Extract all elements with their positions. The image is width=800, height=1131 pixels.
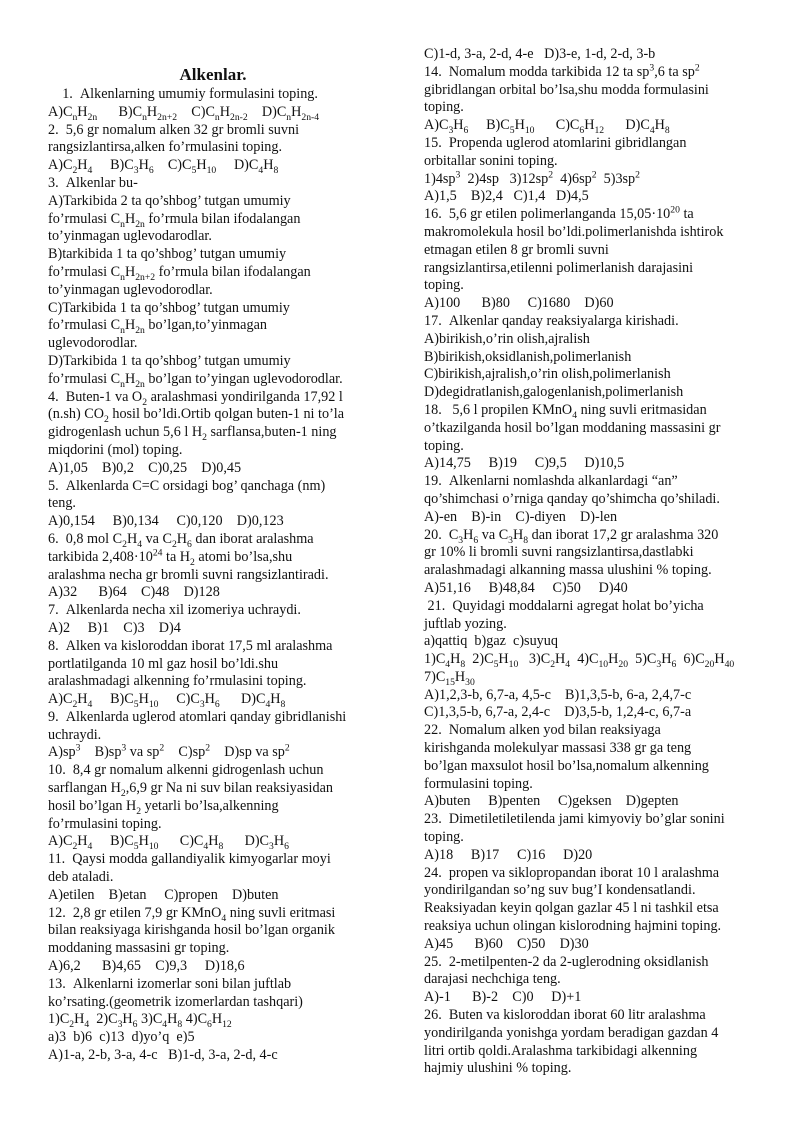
text-line: uglevodorodlar. <box>48 335 138 352</box>
text-line: rangsizlantirsa,alken fo’rmulasini toping. <box>48 139 283 156</box>
text-line: 6. 0,8 mol $C_2H_4$ va $C_2H_6$ dan iborat aralashma <box>48 530 314 550</box>
text-line: A)Tarkibida 2 ta qo’shbog’ tutgan umumiy <box>48 192 291 209</box>
text-line: 12. 2,8 gr etilen 7,9 gr KMnO$_4$ ning suvli eritmasi <box>48 904 336 924</box>
text-line: A)51,16 B)48,84 C)50 D)40 <box>424 579 628 596</box>
text-line: A)birikish,o’rin olish,ajralish <box>424 330 590 347</box>
text-line: bilan reaksiyaga kirishganda hosil bo’lgan organik <box>48 922 335 939</box>
text-line: $1)4sp^3$ 2)4sp $3)12sp^2$ $4)6sp^2$ $5)3sp^2$ <box>424 168 640 187</box>
text-line: moddaning massasini gr toping. <box>48 940 230 957</box>
text-line: 26. Buten va kisloroddan iborat 60 litr aralashma <box>424 1007 706 1024</box>
left-column <box>48 46 378 1065</box>
text-line: sarflangan $H_2,6,9$ gr Na ni suv bilan reaksiyasidan <box>48 780 333 799</box>
text-line: A)etilen B)etan C)propen D)buten <box>48 886 279 903</box>
text-line: D)Tarkibida 1 ta qo’shbog’ tutgan umumiy <box>48 352 291 369</box>
text-line: C)1-d, 3-a, 2-d, 4-e D)3-e, 1-d, 2-d, 3-b <box>424 46 656 62</box>
text-line: a)qattiq b)gaz c)suyuq <box>424 633 558 650</box>
text-line: a)3 b)6 c)13 d)yo’q e)5 <box>48 1029 195 1046</box>
text-line: yondirilganda yonishga yordam beradigan gazdan 4 <box>424 1024 719 1041</box>
text-line: bo’lgan maxsulot hosil bo’lsa,nomalum alkenning <box>424 757 709 774</box>
text-line: orbitallar sonini toping. <box>424 152 558 169</box>
text-line: 22. Nomalum alken yod bilan reaksiyaga <box>424 722 661 739</box>
text-line: $A)C_2H_4$ $B)C_3H_6$ $C)C_5H_{10}$ $D)C_4H_8$ <box>48 157 279 177</box>
text-line: A)buten B)penten C)geksen D)gepten <box>424 793 679 810</box>
text-line: toping. <box>424 99 464 116</box>
text-line: gidrogenlash uchun 5,6 l $H_2$ sarflansa,buten-1 ning <box>48 424 337 443</box>
text-line: 7. Alkenlarda necha xil izomeriya uchraydi. <box>48 602 301 619</box>
text-line: 4. Buten-1 va $O_2$ aralashmasi yondirilganda 17,92 l <box>48 388 343 408</box>
text-line: A)100 B)80 C)1680 D)60 <box>424 295 614 312</box>
text-line: litri ortib qoldi.Aralashma tarkibidagi alkenning <box>424 1042 698 1059</box>
text-line: A)2 B)1 C)3 D)4 <box>48 619 181 636</box>
text-line: 5. Alkenlarda C=C orsidagi bog’ qanchaga (nm) <box>48 477 326 494</box>
text-line: aralashmadagi alkanning massa ulushini % toping. <box>424 562 712 579</box>
text-line: A)-en B)-in C)-diyen D)-len <box>424 508 618 525</box>
text-line: $1)C_4H_8$ $2)C_5H_{10}$ $3)C_2H_4$ $4)C_{10}H_{20}$ $5)C_3H_6$ $6)C_{20}H_{40}$ <box>424 651 735 670</box>
text-line: fo’rmulasi $C_nH_{2n+2}$ fo’rmula bilan ifodalangan <box>48 263 311 283</box>
text-line: 19. Alkenlarni nomlashda alkanlardagi “an” <box>424 473 678 490</box>
text-line: gr 10% li bromli suvni rangsizlantirsa,dastlabki <box>424 544 694 561</box>
text-line: fo’rmulasi $C_nH_{2n}$ bo’lgan,to’yinmagan <box>48 317 267 337</box>
text-line: C)Tarkibida 1 ta qo’shbog’ tutgan umumiy <box>48 299 290 316</box>
text-line: yondirilgandan so’ng suv bug’I kondensatlandi. <box>424 882 696 899</box>
text-line: 23. Dimetiletiletilenda jami kimyoviy bo’glar sonini <box>424 811 725 828</box>
text-line: A)1-a, 2-b, 3-a, 4-c B)1-d, 3-a, 2-d, 4-c <box>48 1047 278 1064</box>
text-line: fo’rmulasi $C_nH_{2n}$ fo’rmula bilan ifodalangan <box>48 210 301 230</box>
text-line: A)18 B)17 C)16 D)20 <box>424 846 593 863</box>
text-line: 10. 8,4 gr nomalum alkenni gidrogenlash uchun <box>48 762 324 779</box>
left-column-text <box>48 86 378 1065</box>
text-line: (n.sh) $CO_2$ hosil bo’ldi.Ortib qolgan buten-1 ni to’la <box>48 406 345 426</box>
text-line: 9. Alkenlarda uglerod atomlari qanday gibridlanishi <box>48 708 347 725</box>
text-line: 3. Alkenlar bu- <box>48 174 138 191</box>
text-line: B)tarkibida 1 ta qo’shbog’ tutgan umumiy <box>48 246 287 263</box>
text-line: 24. propen va siklopropandan iborat 10 l aralashma <box>424 864 720 881</box>
text-line: qo’shimchasi o’rniga qanday qo’shimcha qo’shiladi. <box>424 490 720 507</box>
text-line: 1. Alkenlarning umumiy formulasini toping. <box>48 86 318 102</box>
text-line: 2. 5,6 gr nomalum alken 32 gr bromli suvni <box>48 121 300 138</box>
text-line: Reaksiyadan keyin qolgan gazlar 45 l ni tashkil etsa <box>424 900 719 917</box>
text-line: A)45 B)60 C)50 D)30 <box>424 935 589 952</box>
text-line: 16. 5,6 gr etilen polimerlanganda $15,05\cdot 10^{20}$ ta <box>424 204 694 223</box>
text-line: toping. <box>424 277 464 294</box>
text-line: C)1,3,5-b, 6,7-a, 2,4-c D)3,5-b, 1,2,4-c, 6,7-a <box>424 704 692 721</box>
text-line: formulasini toping. <box>424 775 533 792</box>
text-line: 21. Quyidagi moddalarni agregat holat bo’yicha <box>424 597 704 614</box>
text-line: darajasi nechchiga teng. <box>424 971 561 988</box>
text-line: rangsizlantirsa,etilenni polimerlanish darajasini <box>424 259 694 276</box>
text-line: ko’rsating.(geometrik izomerlardan tashqari) <box>48 993 303 1010</box>
text-line: etmagan etilen 8 gr bromli suvni <box>424 241 609 258</box>
text-line: 13. Alkenlarni izomerlar soni bilan juftlab <box>48 975 292 992</box>
text-line: reaksiya uchun olingan kislorodning hajmini toping. <box>424 918 722 935</box>
text-line: portlatilganda 10 ml gaz hosil bo’ldi.shu <box>48 655 279 672</box>
text-line: toping. <box>424 437 464 454</box>
text-line: $A)C_3H_6$ $B)C_5H_{10}$ $C)C_6H_{12}$ $D)C_4H_8$ <box>424 117 670 137</box>
text-line: $A)sp^3$ $B)sp^3$ va $sp^2$ $C)sp^2$ D)sp va $sp^2$ <box>48 742 290 761</box>
text-line: fo’rmulasi $C_nH_{2n}$ bo’lgan to’yingan uglevodorodlar. <box>48 370 343 390</box>
text-line: 8. Alken va kisloroddan iborat 17,5 ml aralashma <box>48 637 333 654</box>
text-line: hajmiy ulushini % toping. <box>424 1060 572 1077</box>
text-line: A)6,2 B)4,65 C)9,3 D)18,6 <box>48 958 245 975</box>
text-line: $1)C_2H_4$ $2)C_3H_6$ $3)C_4H_8$ $4)C_6H_{12}$ <box>48 1011 232 1031</box>
text-line: A)1,05 B)0,2 C)0,25 D)0,45 <box>48 459 242 476</box>
text-line: A)14,75 B)19 C)9,5 D)10,5 <box>424 455 625 472</box>
text-line: $A)C_2H_4$ $B)C_5H_{10}$ $C)C_3H_6$ $D)C_4H_8$ <box>48 691 286 710</box>
text-line: C)birikish,ajralish,o’rin olish,polimerlanish <box>424 366 671 383</box>
text-line: miqdorini (mol) toping. <box>48 441 183 458</box>
text-line: 15. Propenda uglerod atomlarini gibridlangan <box>424 134 687 151</box>
text-line: A)32 B)64 C)48 D)128 <box>48 584 220 601</box>
text-line: juftlab yozing. <box>424 615 507 632</box>
text-line: to’yinmagan uglevodarodlar. <box>48 228 212 245</box>
text-line: $A)C_nH_{2n}$ $B)C_nH_{2n+2}$ $C)C_nH_{2n-2}$ $D)C_nH_{2n-4}$ <box>48 103 320 123</box>
text-line: teng. <box>48 495 76 512</box>
page-title: Alkenlar. <box>179 65 247 84</box>
text-line: aralashma necha gr bromli suvni rangsizlantiradi. <box>48 566 329 583</box>
text-line: gibridlangan orbital bo’lsa,shu modda formulasini <box>424 81 709 98</box>
text-line: o’tkazilganda hosil bo’lgan moddaning massasini gr <box>424 419 721 436</box>
right-column-text <box>424 46 759 1078</box>
text-line: tarkibida $2,408\cdot 10^{24}$ ta $H_2$ atomi bo’lsa,shu <box>48 546 293 568</box>
text-line: uchraydi. <box>48 726 102 743</box>
text-line: A)0,154 B)0,134 C)0,120 D)0,123 <box>48 513 284 530</box>
text-line: $A)C_2H_4$ $B)C_5H_{10}$ $C)C_4H_8$ $D)C_3H_6$ <box>48 833 289 853</box>
text-line: 14. Nomalum modda tarkibida 12 ta $sp^3,6$ ta $sp^2$ <box>424 62 700 80</box>
text-line: A)1,2,3-b, 6,7-a, 4,5-c B)1,3,5-b, 6-a, 2,4,7-c <box>424 686 692 703</box>
text-line: 17. Alkenlar qanday reaksiyalarga kirishadi. <box>424 312 679 329</box>
text-line: to’yinmagan uglevodorodlar. <box>48 281 213 298</box>
text-line: $7)C_{15}H_{30}$ <box>424 668 475 688</box>
text-line: aralashmadagi alkenning fo’rmulasini toping. <box>48 673 307 690</box>
right-column <box>424 46 759 1078</box>
text-line: 25. 2-metilpenten-2 da 2-uglerodning oksidlanish <box>424 953 709 970</box>
text-line: deb ataladi. <box>48 869 114 886</box>
text-line: A)1,5 B)2,4 C)1,4 D)4,5 <box>424 188 589 205</box>
text-line: D)degidratlanish,galogenlanish,polimerlanish <box>424 384 684 401</box>
text-line: A)-1 B)-2 C)0 D)+1 <box>424 989 582 1006</box>
text-line: makromolekula hosil bo’ldi.polimerlanishda ishtirok <box>424 223 724 240</box>
text-line: toping. <box>424 829 464 846</box>
text-line: hosil bo’lgan $H_2$ yetarli bo’lsa,alkenning <box>48 797 279 817</box>
text-line: 18. 5,6 l propilen KMnO$_4$ ning suvli eritmasidan <box>424 401 707 421</box>
text-line: B)birikish,oksidlanish,polimerlanish <box>424 348 632 365</box>
text-line: kirishganda molekulyar massasi 338 gr ga teng <box>424 740 692 757</box>
text-line: 20. $C_3H_6$ va $C_3H_8$ dan iborat 17,2 gr aralashma 320 <box>424 526 719 546</box>
text-line: 11. Qaysi modda gallandiyalik kimyogarlar moyi <box>48 851 331 868</box>
text-line: fo’rmulasini toping. <box>48 815 162 832</box>
